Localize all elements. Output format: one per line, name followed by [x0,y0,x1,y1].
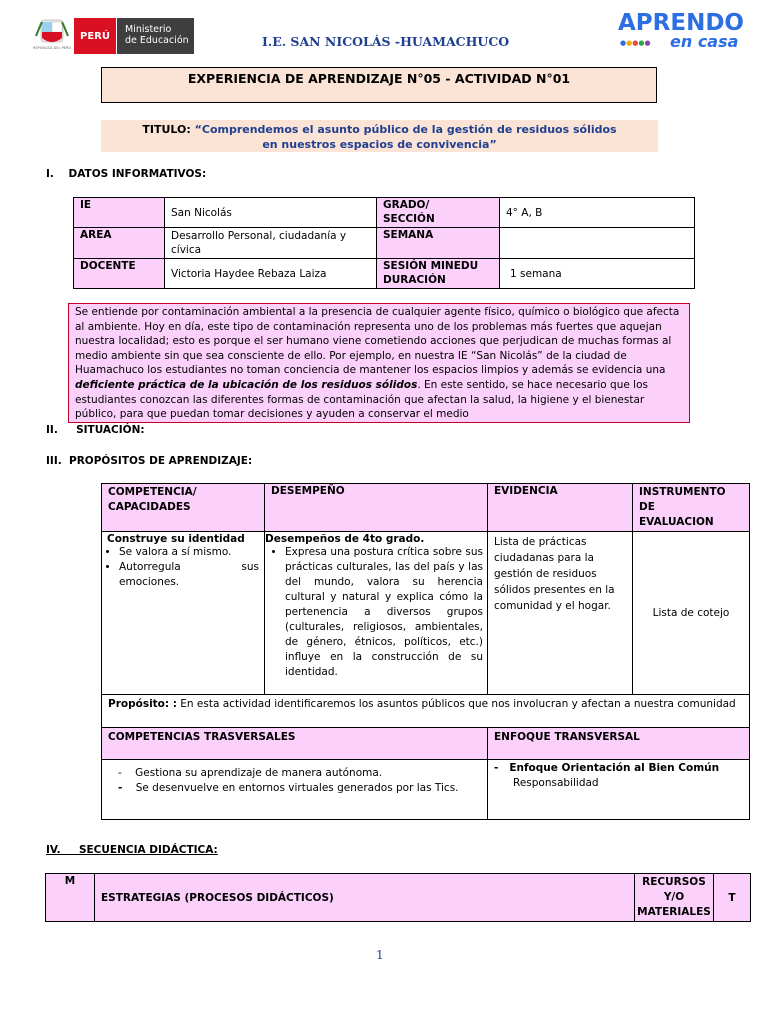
ministry-block [117,18,194,54]
brand-bottom: en casa [670,32,739,51]
col-evidencia: EVIDENCIA [488,484,633,532]
proposito-text: En esta actividad identificaremos los asuntos públicos que nos involucran y afectan a nuestra comunidad [176,698,736,710]
instrumento-cell: Lista de cotejo [633,532,750,695]
col-enfoque: ENFOQUE TRANSVERSAL [488,728,750,760]
semana-value-cell [500,228,695,259]
col-estrategias: ESTRATEGIAS (PROCESOS DIDÁCTICOS) [95,874,635,922]
col-t: T [714,874,751,922]
situation-text-1: Se entiende por contaminación ambiental a la presencia de cualquier agente físico, químico o biológico que afecta al ambiente. Hoy en día, este tipo de contaminación representa uno de los problemas más fuertes que aquejan nuestra localidad; esto es porque el ser humano viene cometiendo acciones que perjudican de muchas formas al medio ambiente sin que sea consciente de ello. Por ejemplo, en nuestra IE “San Nicolás” de la ciudad de Huamachuco los estudiantes no toman conciencia de mantener los espacios limpios y además se evidencia una [75,306,680,377]
main-title-box [101,67,657,103]
peru-emblem [30,16,74,54]
ministry-line-2: de Educación [125,35,189,46]
grado-value-cell: 4° A, B [500,198,695,228]
col-m: M [46,874,95,922]
col-instrumento: INSTRUMENTO DE EVALUACION [633,484,750,532]
secuencia-table [45,873,751,922]
titulo-line-2: en nuestros espacios de convivencia” [262,138,497,151]
desempeno-cell [265,532,488,695]
evidencia-cell: Lista de prácticas ciudadanas para la gestión de residuos sólidos presentes en la comunidad y el hogar. [488,532,633,695]
school-title: I.E. SAN NICOLÁS -HUAMACHUCO [262,34,510,49]
proposito-label: Propósito: : [108,698,177,710]
enfoque-value: Responsabilidad [513,777,599,789]
grado-label-cell: GRADO/ SECCIÓN [377,198,500,228]
competencia-cell [102,532,265,695]
titulo-label: TITULO: [142,123,191,136]
brand-top: APRENDO [618,10,744,36]
desempeno-title: Desempeños de 4to grado. [265,533,425,545]
proposito-cell [102,695,750,728]
situation-box [68,303,690,423]
datos-table [73,197,695,289]
col-desempeno: DESEMPEÑO [265,484,488,532]
capacidades-list [107,545,259,590]
area-value-cell: Desarrollo Personal, ciudadanía y cívica [165,228,377,259]
competencia-title: Construye su identidad [107,533,245,545]
aprendo-en-casa-logo [618,12,742,52]
desempeno-item: • Expresa una postura crítica sobre sus prácticas culturales, las del país y las del mundo, valora su herencia cultural y natural y explica cómo la pertenencia a diversos grupos (culturales, religiosos, ambientales, de género, étnicos, políticos, etc.) influye en la construcción de su identidad. [285,545,483,680]
peru-red-block [74,18,116,54]
ministry-line-1: Ministerio [125,24,172,35]
main-title: EXPERIENCIA DE APRENDIZAJE N°05 - ACTIVIDAD N°01 [187,71,571,86]
ie-label-cell: IE [74,198,165,228]
desempeno-list [265,545,483,680]
section-2-heading: II. SITUACIÓN: [46,424,145,436]
col-recursos: RECURSOS Y/O MATERIALES [635,874,714,922]
trasversales-cell [102,760,488,820]
page-number: 1 [376,948,384,962]
docente-value-cell: Victoria Haydee Rebaza Laiza [165,259,377,289]
sesion-label-cell: SESIÓN MINEDU DURACIÓN [377,259,500,289]
propositos-table [101,483,750,820]
capacidad-item: • Autorregula sus emociones. [119,560,259,590]
enfoque-title: - Enfoque Orientación al Bien Común [494,762,720,774]
peru-label: PERÚ [80,30,110,42]
trasversal-item: - Se desenvuelve en entornos virtuales generados por las Tics. [118,782,459,794]
brand-dots-icon: ●●●●● [620,39,651,47]
section-1-heading: I. DATOS INFORMATIVOS: [46,168,207,180]
sesion-value-cell: 1 semana [500,259,695,289]
titulo-line-1: “Comprendemos el asunto público de la gestión de residuos sólidos [194,123,617,136]
docente-label-cell: DOCENTE [74,259,165,289]
section-4-heading: IV. SECUENCIA DIDÁCTICA: [46,844,218,856]
ie-value-cell: San Nicolás [165,198,377,228]
section-3-heading: III. PROPÓSITOS DE APRENDIZAJE: [46,455,253,467]
capacidad-item: • Se valora a sí mismo. [119,545,259,560]
titulo-box [101,120,658,152]
semana-label-cell: SEMANA [377,228,500,259]
enfoque-cell [488,760,750,820]
col-trasversales: COMPETENCIAS TRASVERSALES [102,728,488,760]
emblem-caption: REPÚBLICA DEL PERÚ [33,46,71,50]
col-competencia: COMPETENCIA/ CAPACIDADES [102,484,265,532]
area-label-cell: AREA [74,228,165,259]
ministry-logo [30,16,194,54]
situation-text-2: . En este sentido, se hace necesario que los estudiantes conozcan las diferentes formas de contaminación que afectan la salud, la higiene y el bienestar público, para que puedan tomar decisiones y ayuden a conservar el medio [75,378,648,421]
trasversal-item: - Gestiona su aprendizaje de manera autónoma. [118,767,383,779]
situation-emphasis: deficiente práctica de la ubicación de los residuos sólidos [75,378,418,391]
